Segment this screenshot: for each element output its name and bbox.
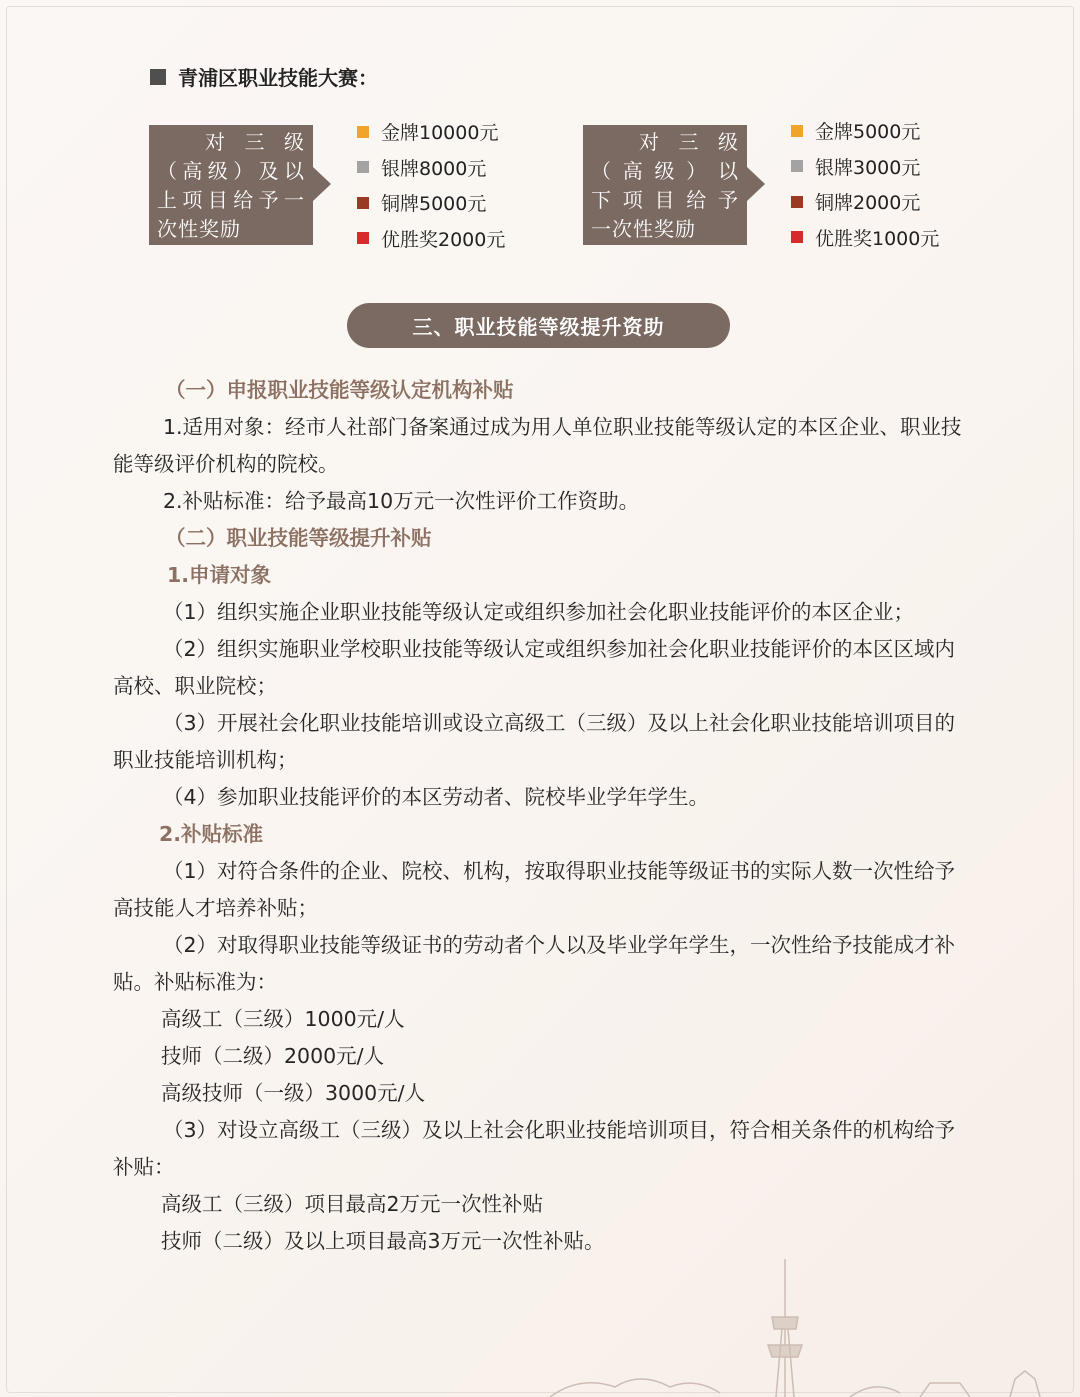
competition-heading xyxy=(150,62,378,91)
rate-line: 高级工（三级）1000元/人 xyxy=(161,1007,405,1031)
paragraph: 2.补贴标准：给予最高10万元一次性评价工作资助。 xyxy=(163,489,640,513)
prize-label: 铜牌2000元 xyxy=(815,192,921,215)
paragraph: （3）开展社会化职业技能培训或设立高级工（三级）及以上社会化职业技能培训项目的职业技能培训机构； xyxy=(113,711,956,772)
paragraph: 1.适用对象：经市人社部门备案通过成为用人单位职业技能等级认定的本区企业、职业技能等级评价机构的院校。 xyxy=(113,415,962,476)
city-skyline-illustration xyxy=(520,1247,1080,1397)
award-box-line: 对 三 级 xyxy=(639,130,739,154)
prize-label: 优胜奖2000元 xyxy=(381,228,506,251)
paragraph: （4）参加职业技能评价的本区劳动者、院校毕业学年学生。 xyxy=(163,785,710,809)
bronze-square-icon xyxy=(357,197,369,209)
competition-title: 青浦区职业技能大赛： xyxy=(178,66,378,90)
rate-line: 高级工（三级）项目最高2万元一次性补贴 xyxy=(161,1192,544,1216)
prize-list-above-level3 xyxy=(357,114,505,256)
gold-square-icon xyxy=(357,126,369,138)
silver-square-icon xyxy=(357,161,369,173)
prize-list-below-level3 xyxy=(791,113,939,255)
prize-item xyxy=(357,221,505,257)
paragraph: （3）对设立高级工（三级）及以上社会化职业技能培训项目，符合相关条件的机构给予补贴： xyxy=(113,1118,956,1179)
prize-item xyxy=(791,184,939,220)
rate-line: 技师（二级）2000元/人 xyxy=(161,1044,385,1068)
paragraph: （2）组织实施职业学校职业技能等级认定或组织参加社会化职业技能评价的本区区域内高校、职业院校； xyxy=(113,637,956,698)
prize-item xyxy=(357,185,505,221)
rate-line: 技师（二级）及以上项目最高3万元一次性补贴。 xyxy=(161,1229,605,1253)
prize-label: 银牌8000元 xyxy=(381,157,487,180)
prize-item xyxy=(791,149,939,185)
prize-item xyxy=(791,220,939,256)
arrow-right-icon xyxy=(313,167,331,201)
article-body xyxy=(113,372,965,1260)
award-box-line: 次性奖励 xyxy=(157,217,241,241)
section-title-pill: 三、职业技能等级提升资助 xyxy=(347,303,730,348)
award-box-line: 一次性奖励 xyxy=(591,217,696,241)
prize-label: 金牌10000元 xyxy=(381,122,499,145)
paragraph: （1）对符合条件的企业、院校、机构，按取得职业技能等级证书的实际人数一次性给予高技能人才培养补贴； xyxy=(113,859,956,920)
award-box-line: （高级）以 xyxy=(591,159,739,183)
prize-item xyxy=(357,114,505,150)
prize-item xyxy=(791,113,939,149)
paragraph: （1）组织实施企业职业技能等级认定或组织参加社会化职业技能评价的本区企业； xyxy=(163,600,915,624)
merit-square-icon xyxy=(357,232,369,244)
subheading-1: （一）申报职业技能等级认定机构补贴 xyxy=(165,378,514,402)
award-box-line: 上项目给予一 xyxy=(157,188,305,212)
prize-label: 铜牌5000元 xyxy=(381,193,487,216)
prize-label: 金牌5000元 xyxy=(815,121,921,144)
merit-square-icon xyxy=(791,231,803,243)
award-box-above-level3 xyxy=(149,125,313,245)
rate-line: 高级技师（一级）3000元/人 xyxy=(161,1081,426,1105)
subheading-subsidy-standard: 2.补贴标准 xyxy=(159,822,264,846)
bronze-square-icon xyxy=(791,196,803,208)
prize-label: 优胜奖1000元 xyxy=(815,227,940,250)
silver-square-icon xyxy=(791,160,803,172)
subheading-apply-target: 1.申请对象 xyxy=(167,563,272,587)
award-box-below-level3 xyxy=(583,125,747,245)
paragraph: （2）对取得职业技能等级证书的劳动者个人以及毕业学年学生，一次性给予技能成才补贴。补贴标准为： xyxy=(113,933,956,994)
square-bullet-icon xyxy=(150,69,166,85)
arrow-right-icon xyxy=(747,167,765,201)
subheading-2: （二）职业技能等级提升补贴 xyxy=(165,526,432,550)
award-box-line: （高级）及以 xyxy=(157,159,305,183)
award-box-line: 下项目给予 xyxy=(591,188,739,212)
award-box-line: 对 三 级 xyxy=(205,130,305,154)
gold-square-icon xyxy=(791,125,803,137)
prize-label: 银牌3000元 xyxy=(815,156,921,179)
prize-item xyxy=(357,150,505,186)
